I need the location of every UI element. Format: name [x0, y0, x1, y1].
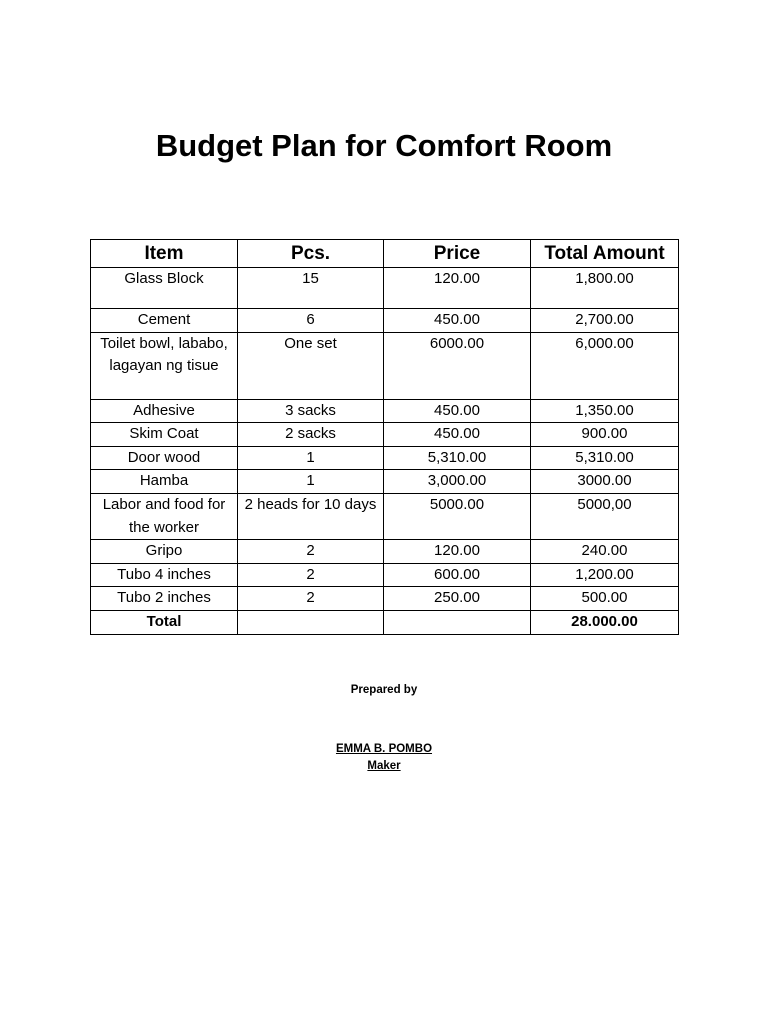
cell-pcs: 2 [238, 540, 384, 564]
table-row [91, 446, 679, 470]
cell-price: 250.00 [384, 587, 531, 611]
page-title: Budget Plan for Comfort Room [155, 128, 613, 163]
table-row [91, 587, 679, 611]
header-price: Price [384, 240, 531, 268]
total-pcs [238, 610, 384, 634]
cell-item: Labor and food for the worker [91, 493, 238, 539]
cell-price: 450.00 [384, 423, 531, 447]
cell-total: 1,200.00 [531, 563, 679, 587]
budget-table [90, 239, 679, 635]
cell-total: 1,800.00 [531, 268, 679, 309]
cell-pcs: 2 [238, 563, 384, 587]
cell-item: Adhesive [91, 399, 238, 423]
cell-item: Tubo 2 inches [91, 587, 238, 611]
table-row [91, 399, 679, 423]
total-price [384, 610, 531, 634]
cell-price: 120.00 [384, 268, 531, 309]
grand-total: 28.000.00 [531, 610, 679, 634]
cell-item: Glass Block [91, 268, 238, 309]
table-row [91, 332, 679, 399]
cell-price: 600.00 [384, 563, 531, 587]
table-header-row [91, 240, 679, 268]
table-row [91, 268, 679, 309]
table-row [91, 470, 679, 494]
cell-item: Hamba [91, 470, 238, 494]
cell-pcs: 15 [238, 268, 384, 309]
total-row [91, 610, 679, 634]
cell-pcs: One set [238, 332, 384, 399]
total-label: Total [91, 610, 238, 634]
cell-total: 3000.00 [531, 470, 679, 494]
cell-total: 240.00 [531, 540, 679, 564]
table-row [91, 309, 679, 333]
cell-total: 500.00 [531, 587, 679, 611]
cell-price: 120.00 [384, 540, 531, 564]
cell-item: Cement [91, 309, 238, 333]
cell-pcs: 1 [238, 446, 384, 470]
header-item: Item [91, 240, 238, 268]
cell-price: 6000.00 [384, 332, 531, 399]
cell-pcs: 3 sacks [238, 399, 384, 423]
header-total-amount: Total Amount [531, 240, 679, 268]
cell-pcs: 2 [238, 587, 384, 611]
signatory-name: EMMA B. POMBO [335, 743, 433, 755]
header-pcs: Pcs. [238, 240, 384, 268]
cell-item: Door wood [91, 446, 238, 470]
cell-total: 5000,00 [531, 493, 679, 539]
table-row [91, 540, 679, 564]
table-row [91, 493, 679, 539]
cell-price: 3,000.00 [384, 470, 531, 494]
cell-price: 450.00 [384, 309, 531, 333]
cell-item: Toilet bowl, lababo, lagayan ng tisue [91, 332, 238, 399]
cell-price: 5,310.00 [384, 446, 531, 470]
cell-price: 450.00 [384, 399, 531, 423]
cell-item: Tubo 4 inches [91, 563, 238, 587]
table-row [91, 423, 679, 447]
cell-pcs: 2 sacks [238, 423, 384, 447]
cell-item: Gripo [91, 540, 238, 564]
cell-pcs: 6 [238, 309, 384, 333]
cell-total: 1,350.00 [531, 399, 679, 423]
prepared-by-label: Prepared by [350, 684, 418, 696]
cell-total: 6,000.00 [531, 332, 679, 399]
cell-total: 5,310.00 [531, 446, 679, 470]
table-row [91, 563, 679, 587]
cell-pcs: 1 [238, 470, 384, 494]
cell-price: 5000.00 [384, 493, 531, 539]
cell-total: 900.00 [531, 423, 679, 447]
signatory-role: Maker [367, 760, 401, 772]
cell-total: 2,700.00 [531, 309, 679, 333]
cell-pcs: 2 heads for 10 days [238, 493, 384, 539]
cell-item: Skim Coat [91, 423, 238, 447]
